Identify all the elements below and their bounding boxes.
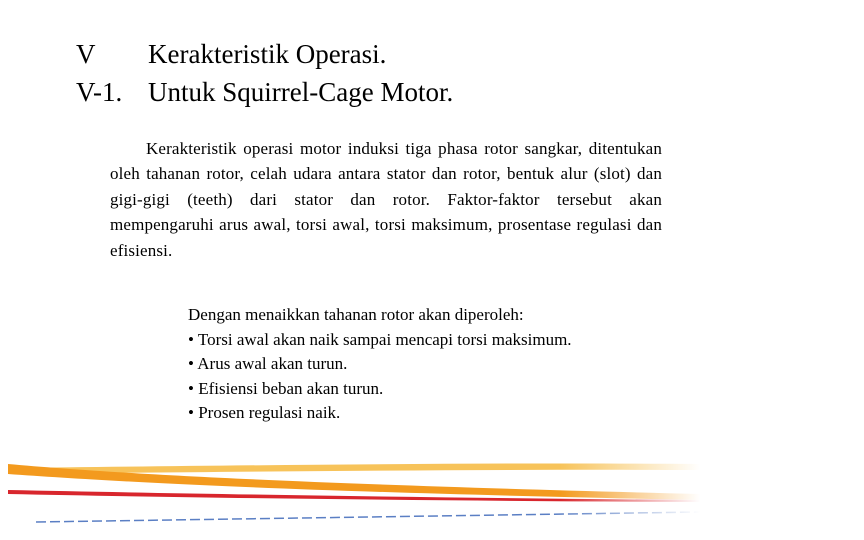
effects-block [188,303,572,426]
body-paragraph: Kerakteristik operasi motor induksi tiga phasa rotor sangkar, ditentukan oleh tahanan rotor, celah udara antara stator dan rotor, bentuk alur (slot) dan gigi-gigi (teeth) dari stator dan rotor. Faktor-faktor tersebut akan mempengaruhi arus awal, torsi awal, torsi maksimum, prosentase regulasi dan efisiensi. [110,139,662,260]
effects-list-item: • Arus awal akan turun. [188,354,348,373]
section-title: Kerakteristik Operasi. [148,39,387,69]
subsection-number: V-1. [76,77,123,107]
effects-list-item: • Prosen regulasi naik. [188,403,341,422]
effects-intro: Dengan menaikkan tahanan rotor akan diperoleh: [188,305,524,324]
effects-list-item: • Torsi awal akan naik sampai mencapi torsi maksimum. [188,329,572,349]
subsection-heading [76,76,453,108]
section-number: V [76,39,96,69]
subsection-title: Untuk Squirrel-Cage Motor. [148,77,454,107]
effects-list [188,328,572,426]
footer-decoration [0,450,864,540]
effects-list-item: • Efisiensi beban akan turun. [188,378,384,398]
section-heading [76,38,386,70]
